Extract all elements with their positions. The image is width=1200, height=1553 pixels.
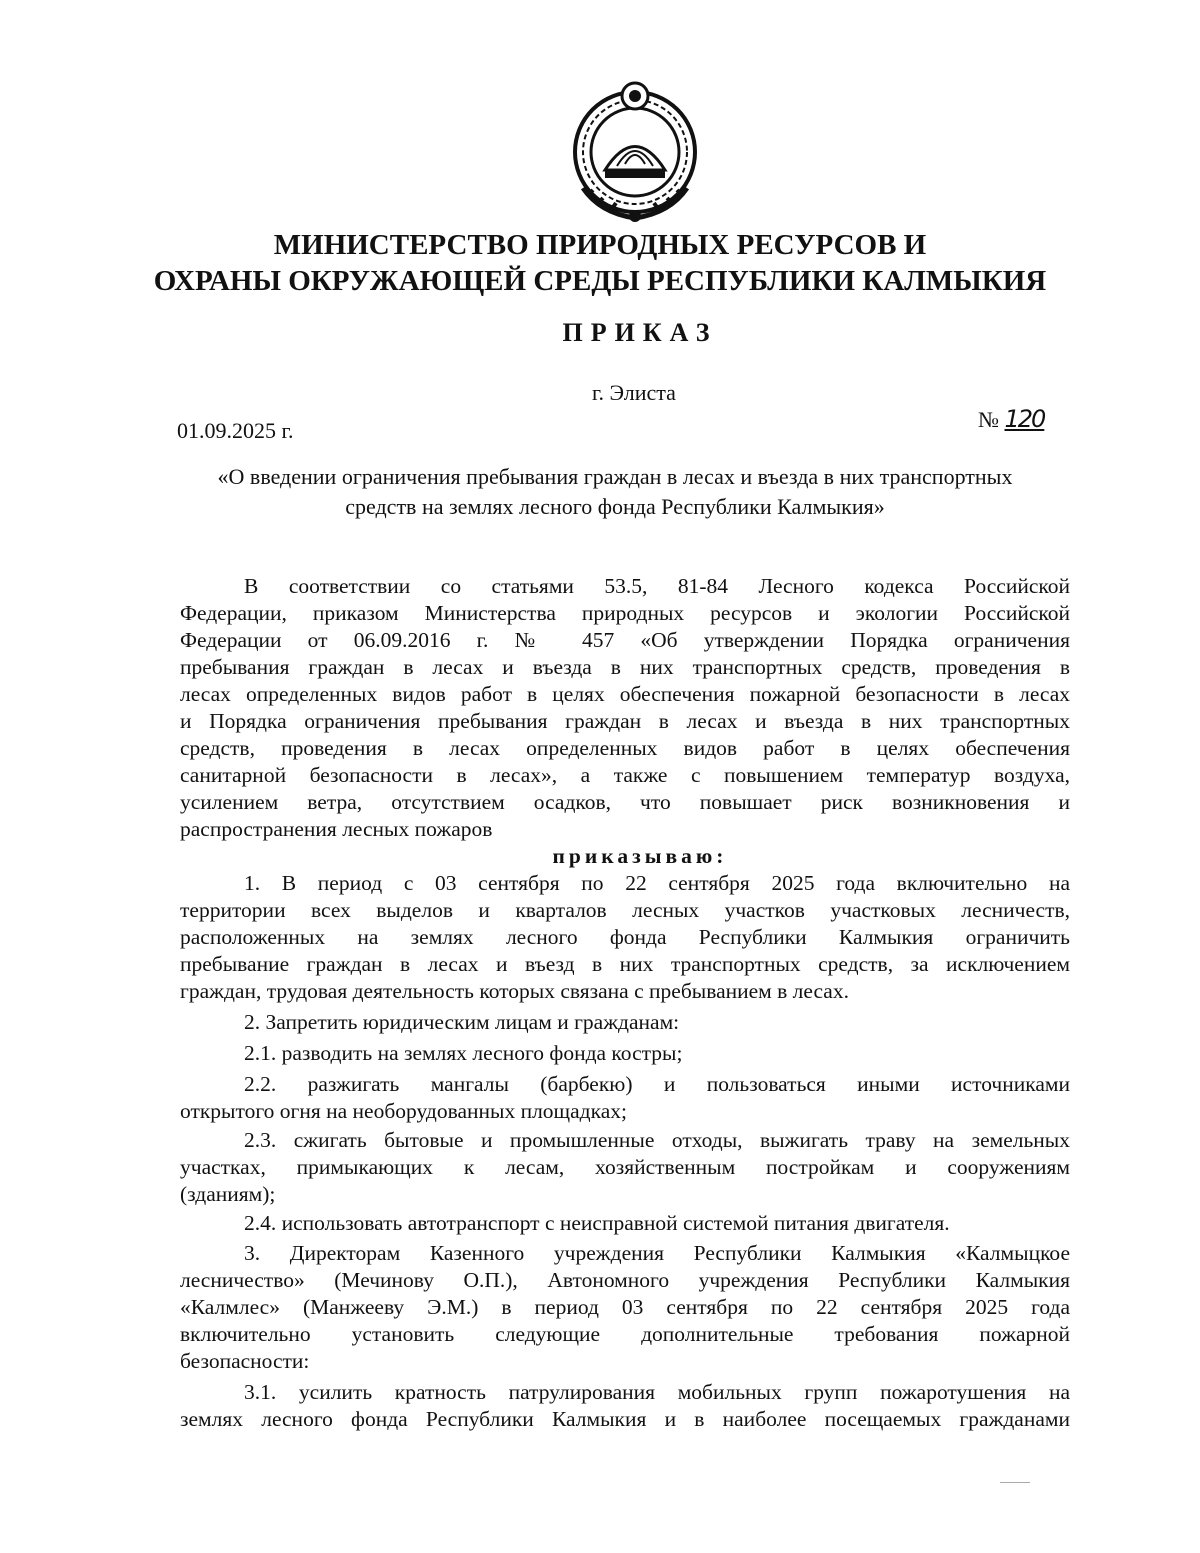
preamble-line: распространения лесных пожаров [180,817,493,841]
paragraph-2-4: 2.4. использовать автотранспорт с неисправной системой питания двигателя. [244,1211,950,1235]
paragraph-3-1-line: землях лесного фонда Республики Калмыкия и в наиболее посещаемых гражданами [180,1407,1070,1431]
paragraph-1-line: пребывание граждан в лесах и въезд в них транспортных средств, за исключением [180,952,1070,976]
preamble-line: усилением ветра, отсутствием осадков, что повышает риск возникновения и [180,790,1070,814]
paragraph-2-3-line: участках, примыкающих к лесам, хозяйственным постройкам и сооружениям [180,1155,1070,1179]
paragraph-2: 2. Запретить юридическим лицам и гражданам: [244,1010,680,1034]
document-type: ПРИКАЗ [562,318,718,347]
paragraph-1-line: территории всех выделов и кварталов лесных участков участковых лесничеств, [180,898,1070,922]
preamble-line: В соответствии со статьями 53.5, 81-84 Лесного кодекса Российской [244,574,1070,598]
coat-of-arms-emblem [565,78,705,226]
preamble-line: и Порядка ограничения пребывания граждан в лесах и въезда в них транспортных [180,709,1070,733]
paragraph-3-line: «Калмлес» (Манжееву Э.М.) в период 03 сентября по 22 сентября 2025 года [180,1295,1070,1319]
paragraph-2-3-line: 2.3. сжигать бытовые и промышленные отходы, выжигать траву на земельных [244,1128,1070,1152]
subject-line2: средств на землях лесного фонда Республики Калмыкия» [345,494,885,519]
ministry-name-line1: МИНИСТЕРСТВО ПРИРОДНЫХ РЕСУРСОВ И [273,229,927,261]
city: г. Элиста [592,380,676,405]
scan-mark [1000,1482,1030,1483]
paragraph-1-line: граждан, трудовая деятельность которых связана с пребыванием в лесах. [180,979,849,1003]
preamble-line: средств, проведения в лесах определенных видов работ в целях обеспечения [180,736,1070,760]
paragraph-2-1: 2.1. разводить на землях лесного фонда костры; [244,1041,683,1065]
subject-line1: «О введении ограничения пребывания граждан в лесах и въезда в них транспортных [217,464,1013,489]
paragraph-1-line: 1. В период с 03 сентября по 22 сентября 2025 года включительно на [244,871,1070,895]
ministry-name-line2: ОХРАНЫ ОКРУЖАЮЩЕЙ СРЕДЫ РЕСПУБЛИКИ КАЛМЫКИЯ [153,265,1047,297]
paragraph-3-line: безопасности: [180,1349,310,1373]
order-word: приказываю: [552,844,728,868]
paragraph-2-2-line: 2.2. разжигать мангалы (барбекю) и пользоваться иными источниками [244,1072,1070,1096]
paragraph-2-3-line: (зданиям); [180,1182,276,1206]
document-date: 01.09.2025 г. [177,418,294,443]
document-number [978,405,1044,433]
preamble-line: Федерации от 06.09.2016 г. № 457 «Об утверждении Порядка ограничения [180,628,1070,652]
preamble-line: пребывания граждан в лесах и въезда в них транспортных средств, проведения в [180,655,1070,679]
paragraph-3-line: 3. Директорам Казенного учреждения Республики Калмыкия «Калмыцкое [244,1241,1070,1265]
paragraph-3-line: лесничество» (Мечинову О.П.), Автономного учреждения Республики Калмыкия [180,1268,1070,1292]
paragraph-3-1-line: 3.1. усилить кратность патрулирования мобильных групп пожаротушения на [244,1380,1070,1404]
number-handwritten: 120 [1004,405,1045,433]
preamble-line: лесах определенных видов работ в целях обеспечения пожарной безопасности в лесах [180,682,1070,706]
number-prefix: № [978,407,999,432]
paragraph-3-line: включительно установить следующие дополнительные требования пожарной [180,1322,1070,1346]
paragraph-2-2-line: открытого огня на необорудованных площадках; [180,1099,627,1123]
preamble-line: санитарной безопасности в лесах», а также с повышением температур воздуха, [180,763,1070,787]
paragraph-1-line: расположенных на землях лесного фонда Республики Калмыкия ограничить [180,925,1070,949]
preamble-line: Федерации, приказом Министерства природных ресурсов и экологии Российской [180,601,1070,625]
